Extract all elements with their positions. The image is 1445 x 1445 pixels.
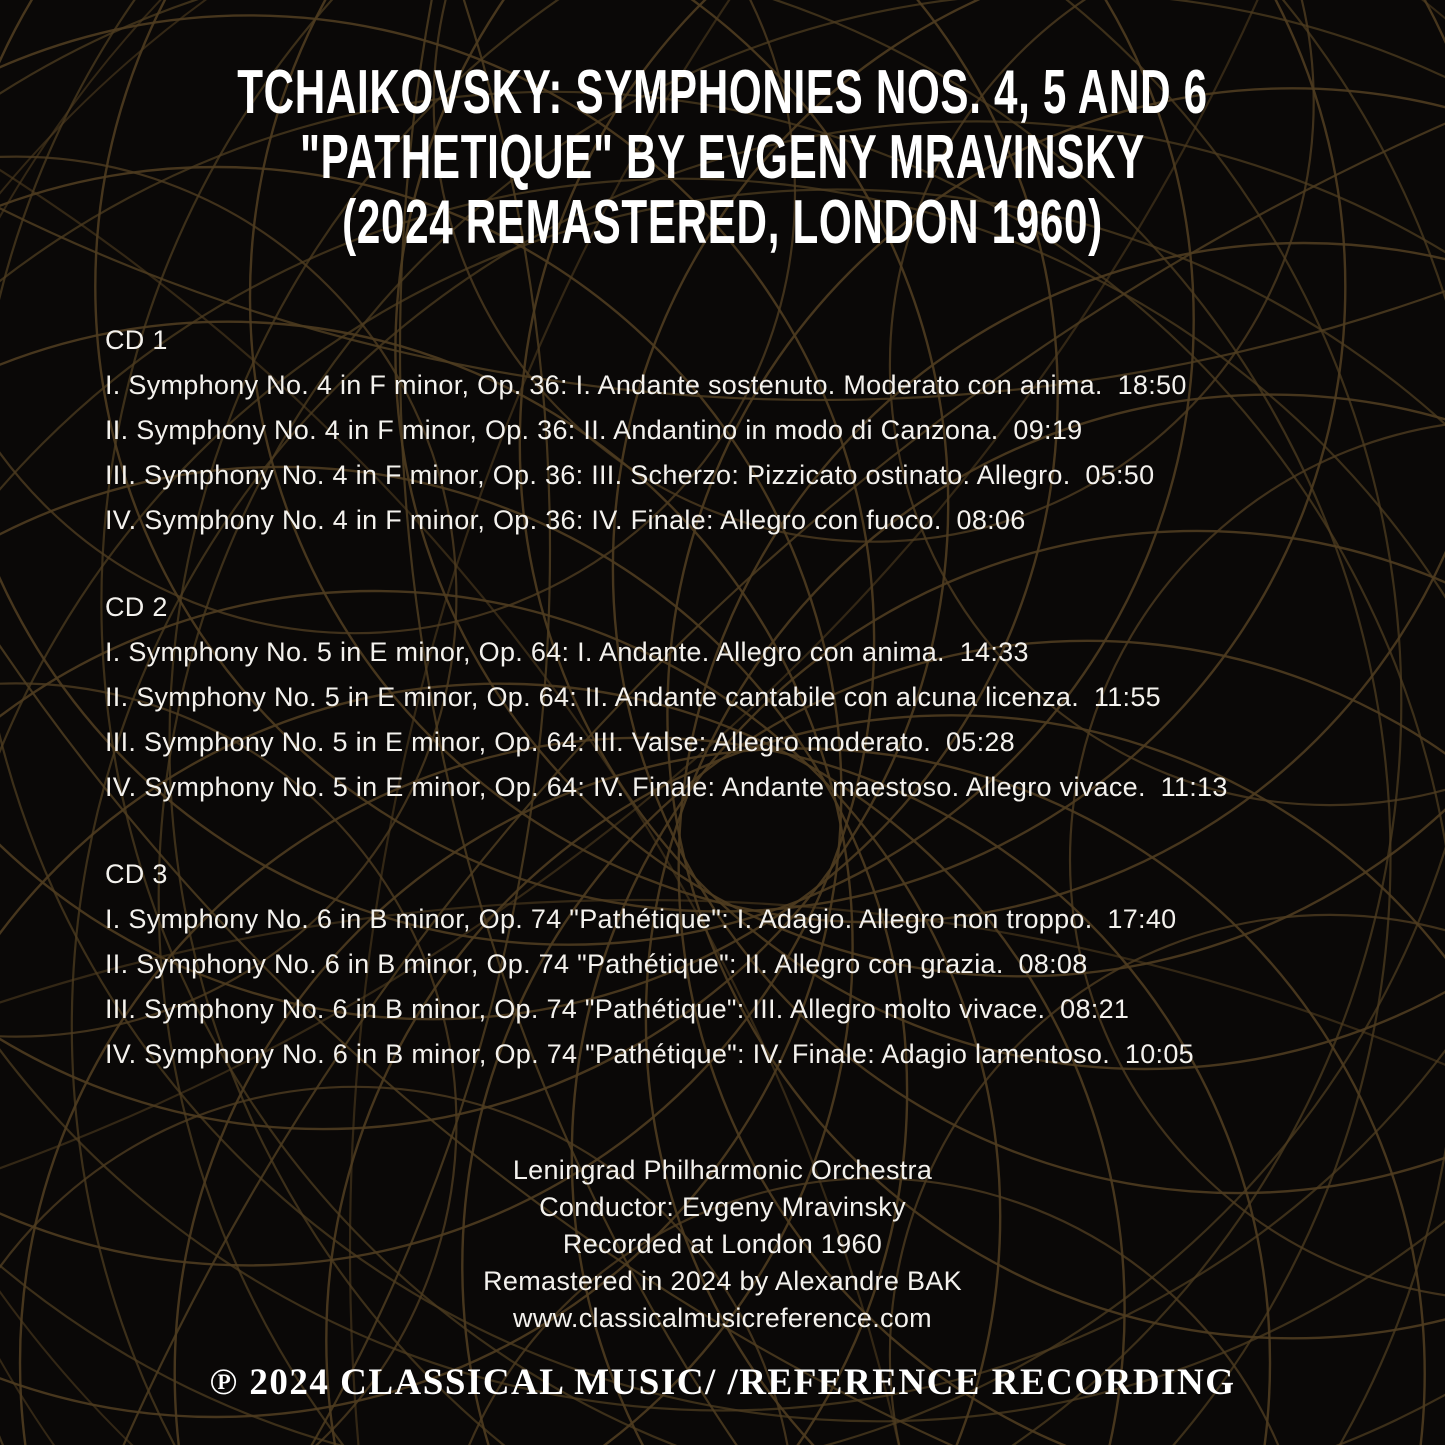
track-duration: 11:55 xyxy=(1093,682,1161,712)
track-row xyxy=(105,987,1228,1032)
credit-website: www.classicalmusicreference.com xyxy=(513,1303,932,1333)
track-duration: 14:33 xyxy=(959,637,1029,667)
credit-orchestra: Leningrad Philharmonic Orchestra xyxy=(512,1155,933,1185)
track-title: III. Symphony No. 4 in F minor, Op. 36: III. Scherzo: Pizzicato ostinato. Allegro. xyxy=(105,460,1071,490)
disc-label: CD 3 xyxy=(105,859,168,889)
track-row xyxy=(105,765,1228,810)
track-title: I. Symphony No. 4 in F minor, Op. 36: I. Andante sostenuto. Moderato con anima. xyxy=(105,370,1103,400)
track-row xyxy=(105,720,1228,765)
track-duration: 10:05 xyxy=(1124,1039,1194,1069)
track-title: I. Symphony No. 5 in E minor, Op. 64: I. Andante. Allegro con anima. xyxy=(105,637,945,667)
track-row xyxy=(105,408,1228,453)
track-row xyxy=(105,897,1228,942)
track-title: IV. Symphony No. 5 in E minor, Op. 64: IV. Finale: Andante maestoso. Allegro vivace. xyxy=(105,772,1146,802)
track-title: III. Symphony No. 5 in E minor, Op. 64: III. Valse: Allegro moderato. xyxy=(105,727,932,757)
track-title: I. Symphony No. 6 in B minor, Op. 74 "Pathétique": I. Adagio. Allegro non troppo. xyxy=(105,904,1093,934)
track-row xyxy=(105,942,1228,987)
track-title: II. Symphony No. 6 in B minor, Op. 74 "Pathétique": II. Allegro con grazia. xyxy=(105,949,1004,979)
track-title: II. Symphony No. 4 in F minor, Op. 36: II. Andantino in modo di Canzona. xyxy=(105,415,999,445)
track-duration: 18:50 xyxy=(1117,370,1187,400)
disc-section-cd2 xyxy=(105,585,1228,810)
track-duration: 17:40 xyxy=(1107,904,1177,934)
track-row xyxy=(105,675,1228,720)
track-row xyxy=(105,453,1228,498)
disc-label: CD 2 xyxy=(105,592,168,622)
track-duration: 11:13 xyxy=(1160,772,1228,802)
track-duration: 08:08 xyxy=(1018,949,1088,979)
disc-label: CD 1 xyxy=(105,325,168,355)
track-row xyxy=(105,498,1228,543)
album-title-line-1: TCHAIKOVSKY: SYMPHONIES NOS. 4, 5 AND 6 xyxy=(237,58,1208,127)
credit-conductor: Conductor: Evgeny Mravinsky xyxy=(539,1192,906,1222)
track-title: II. Symphony No. 5 in E minor, Op. 64: II. Andante cantabile con alcuna licenza. xyxy=(105,682,1080,712)
album-title-line-3: (2024 REMASTERED, LONDON 1960) xyxy=(342,188,1103,257)
album-title-line-2: "PATHETIQUE" BY EVGENY MRAVINSKY xyxy=(300,123,1145,192)
track-title: IV. Symphony No. 4 in F minor, Op. 36: IV. Finale: Allegro con fuoco. xyxy=(105,505,942,535)
disc-section-cd3 xyxy=(105,852,1228,1077)
track-row xyxy=(105,630,1228,675)
track-title: IV. Symphony No. 6 in B minor, Op. 74 "Pathétique": IV. Finale: Adagio lamentoso. xyxy=(105,1039,1111,1069)
credit-recording-location: Recorded at London 1960 xyxy=(562,1229,883,1259)
credit-remastering: Remastered in 2024 by Alexandre BAK xyxy=(483,1266,962,1296)
credits-block xyxy=(0,1152,1445,1337)
track-duration: 08:21 xyxy=(1060,994,1130,1024)
track-duration: 05:50 xyxy=(1085,460,1155,490)
track-duration: 08:06 xyxy=(956,505,1026,535)
album-title xyxy=(231,60,1214,255)
track-title: III. Symphony No. 6 in B minor, Op. 74 "Pathétique": III. Allegro molto vivace. xyxy=(105,994,1046,1024)
track-row xyxy=(105,363,1228,408)
track-duration: 05:28 xyxy=(945,727,1016,757)
copyright-line: ℗ 2024 CLASSICAL MUSIC/ /REFERENCE RECORDING xyxy=(209,1362,1236,1403)
track-row xyxy=(105,1032,1228,1077)
tracklist xyxy=(105,318,1228,1119)
disc-section-cd1 xyxy=(105,318,1228,543)
track-duration: 09:19 xyxy=(1013,415,1083,445)
